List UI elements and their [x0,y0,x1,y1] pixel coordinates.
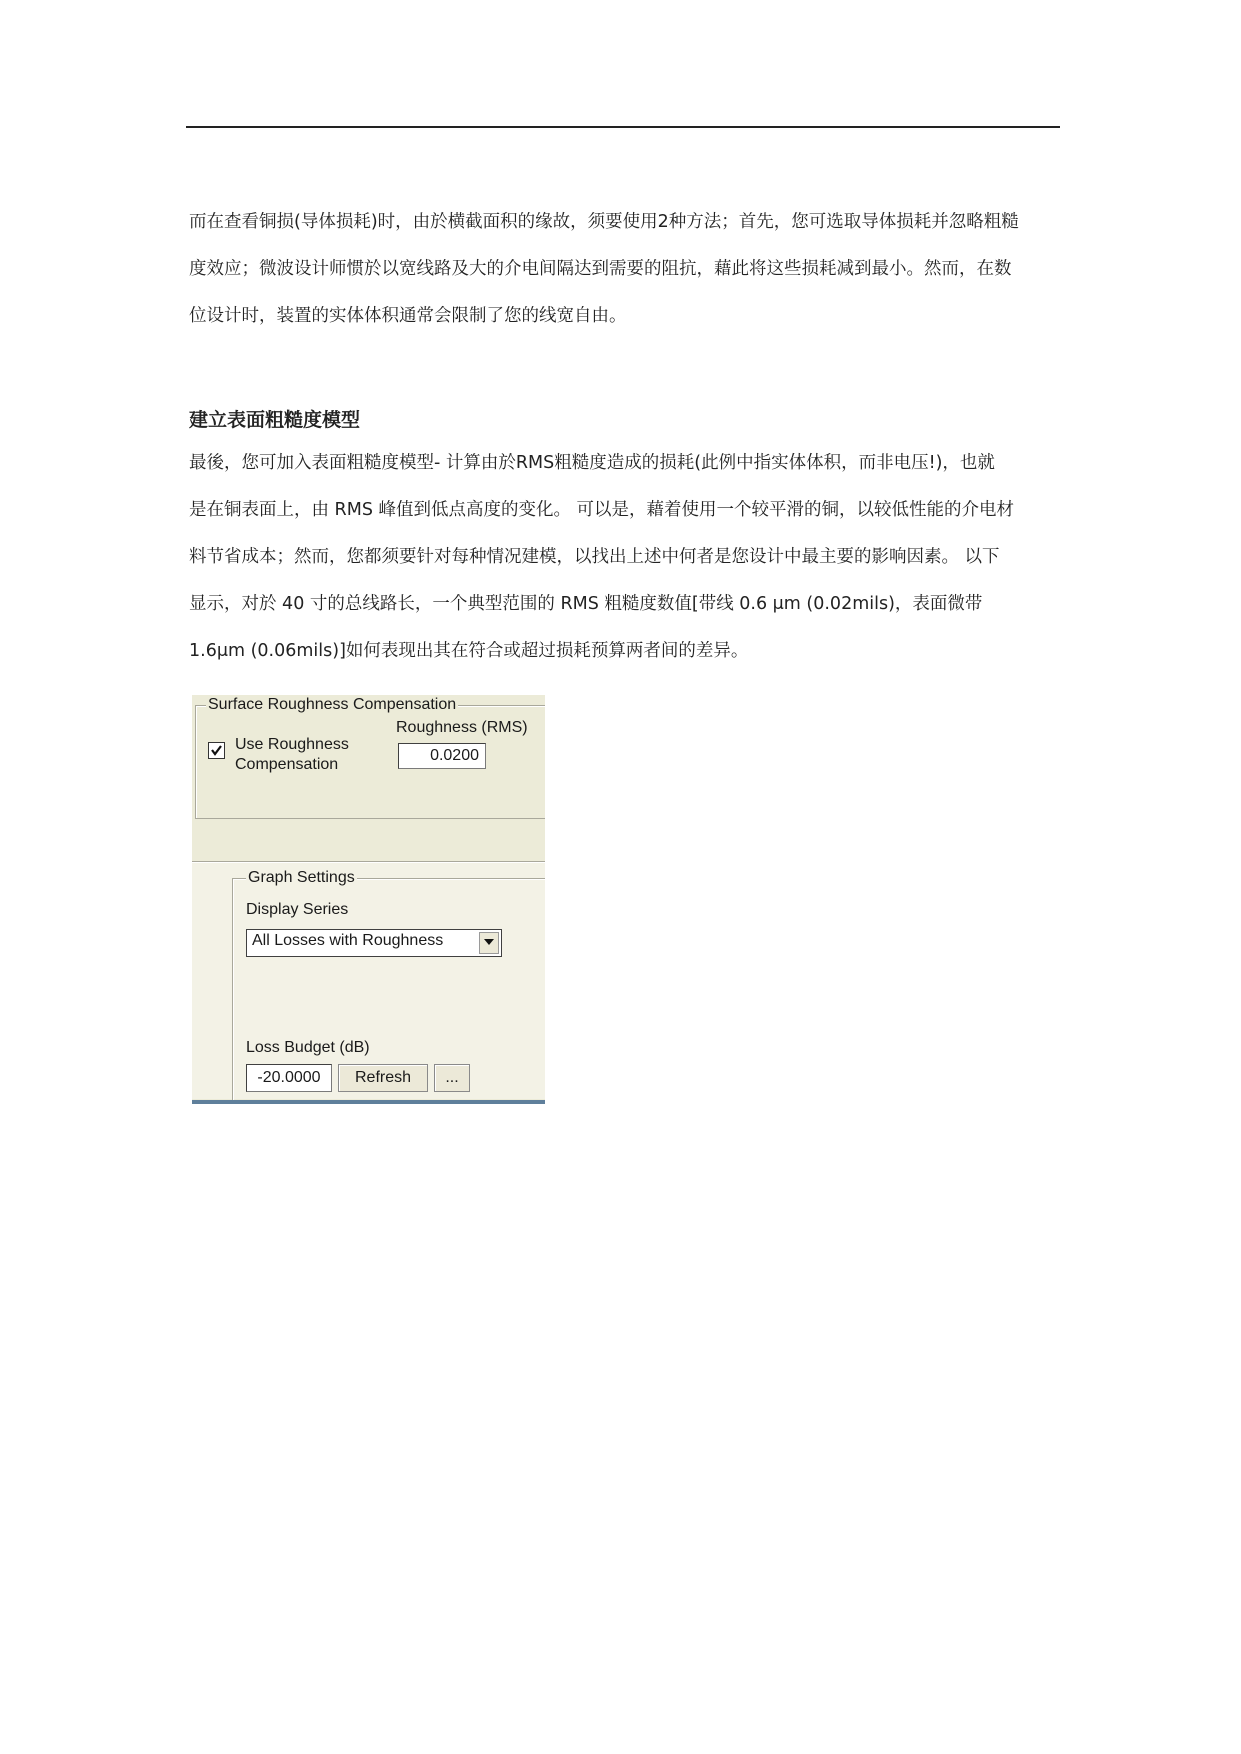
paragraph-line: 是在铜表面上，由 RMS 峰值到低点高度的变化。 可以是，藉着使用一个较平滑的铜，以较低性能的介电材 [189,500,1015,520]
graph-settings-title: Graph Settings [248,869,355,886]
header-rule [186,126,1060,128]
display-series-dropdown[interactable] [246,929,502,957]
loss-budget-label: Loss Budget (dB) [246,1039,370,1056]
display-series-value: All Losses with Roughness [252,932,444,949]
paragraph-line: 最後，您可加入表面粗糙度模型- 计算由於RMS粗糙度造成的损耗(此例中指实体体积，而非电压!)，也就 [189,453,995,473]
panel-bottom-border [192,1100,545,1104]
paragraph-line: 1.6μm (0.06mils)]如何表现出其在符合或超过损耗预算两者间的差异。 [189,641,749,661]
paragraph-line: 而在查看铜损(导体损耗)时，由於横截面积的缘故，须要使用2种方法；首先，您可选取导体损耗并忽略粗糙 [189,212,1019,232]
use-roughness-checkbox[interactable] [208,742,225,759]
panel-separator [192,861,545,863]
paragraph-line: 料节省成本；然而，您都须要针对每种情况建模，以找出上述中何者是您设计中最主要的影响因素。 以下 [189,547,1000,567]
roughness-group-title: Surface Roughness Compensation [208,696,457,713]
checkmark-icon [209,743,224,758]
roughness-rms-label: Roughness (RMS) [396,719,528,736]
roughness-settings-panel [192,695,545,1104]
paragraph-copper-loss [189,199,1059,340]
dropdown-arrow-button[interactable] [479,932,499,954]
use-roughness-label-line1: Use Roughness [235,736,349,753]
display-series-label: Display Series [246,901,349,918]
paragraph-line: 位设计时，装置的实体体积通常会限制了您的线宽自由。 [189,306,627,326]
paragraph-line: 度效应；微波设计师惯於以宽线路及大的介电间隔达到需要的阻抗，藉此将这些损耗减到最小。然而，在数 [189,259,1012,279]
roughness-rms-input[interactable]: 0.0200 [398,743,486,769]
refresh-button[interactable]: Refresh [338,1064,428,1092]
chevron-down-icon [484,939,494,945]
loss-budget-input[interactable]: -20.0000 [246,1064,332,1092]
use-roughness-label-line2: Compensation [235,756,339,773]
more-options-button[interactable]: ... [434,1064,470,1092]
paragraph-roughness-model [189,440,1059,675]
section-heading: 建立表面粗糙度模型 [189,409,361,431]
use-roughness-label[interactable] [235,735,349,775]
paragraph-line: 显示，对於 40 寸的总线路长，一个典型范围的 RMS 粗糙度数值[带线 0.6 μm (0.02mils)，表面微带 [189,594,983,614]
